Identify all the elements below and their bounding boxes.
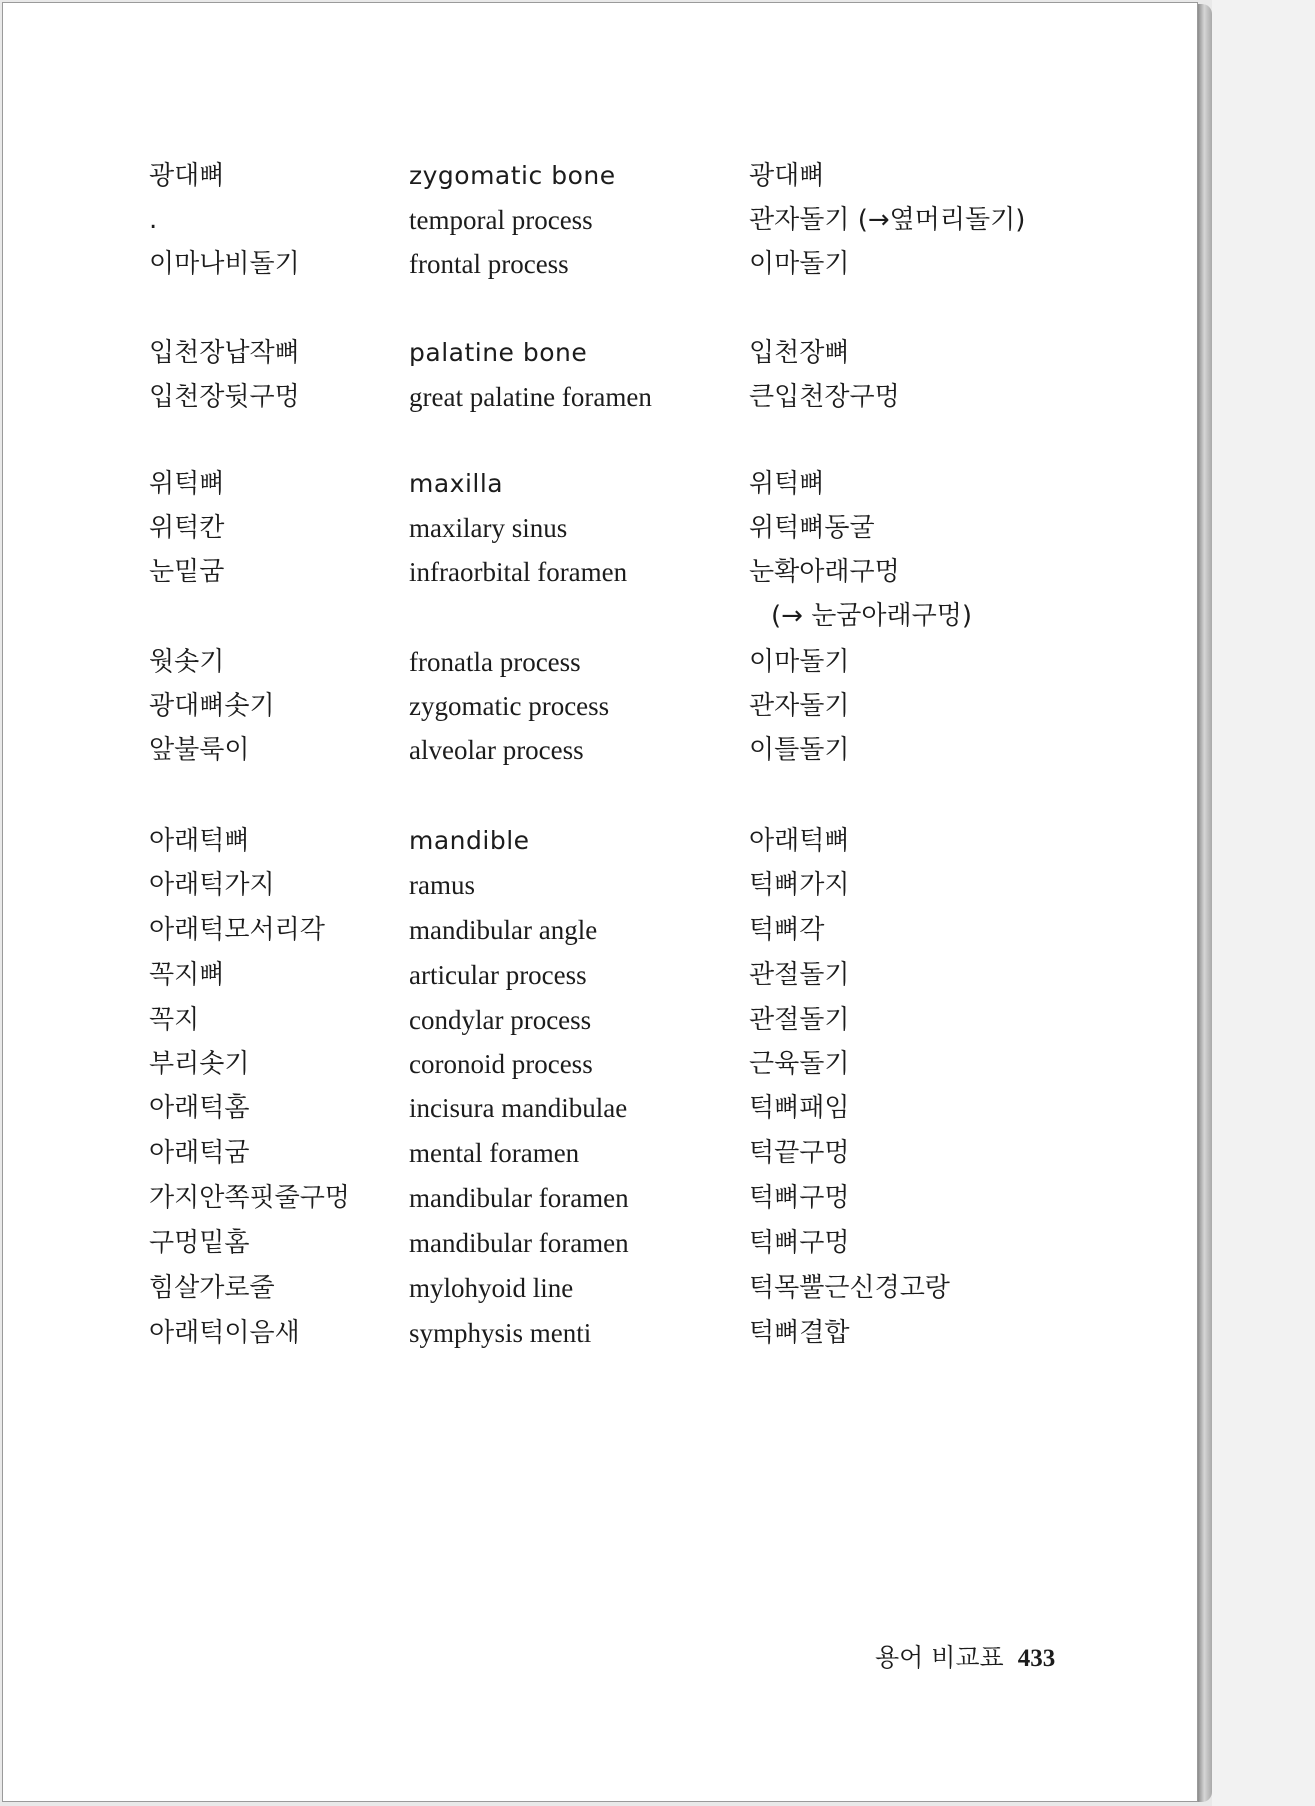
latin-term: maxilary sinus — [409, 513, 568, 543]
korean-new-term: 눈확아래구멍 — [749, 557, 900, 587]
korean-new-term: 관자돌기 — [749, 691, 850, 721]
page-backdrop — [1212, 0, 1315, 1806]
table-row — [3, 331, 1199, 375]
latin-term: coronoid process — [409, 1049, 593, 1079]
latin-term: mandibular foramen — [409, 1183, 629, 1213]
table-row — [3, 1086, 1199, 1130]
latin-term: fronatla process — [409, 647, 581, 677]
korean-new-term: (→ 눈굼아래구멍) — [771, 601, 973, 631]
korean-new-term: 턱뼈각 — [749, 915, 825, 945]
page-footer — [875, 1638, 1055, 1674]
table-row — [3, 1176, 1199, 1220]
table-row — [3, 242, 1199, 286]
korean-old-term: 눈밑굼 — [149, 557, 225, 587]
korean-new-term: 턱끝구멍 — [749, 1138, 850, 1168]
korean-old-term: 아래턱가지 — [149, 870, 275, 900]
table-row — [3, 819, 1199, 863]
latin-term: temporal process — [409, 205, 593, 235]
korean-new-term: 관자돌기 (→옆머리돌기) — [749, 205, 1026, 235]
table-row — [3, 1221, 1199, 1265]
table-row — [3, 908, 1199, 952]
korean-old-term: 아래턱굼 — [149, 1138, 250, 1168]
table-row — [3, 594, 1199, 638]
korean-old-term: 부리솟기 — [149, 1049, 250, 1079]
korean-new-term: 아래턱뼈 — [749, 826, 850, 856]
table-row — [3, 462, 1199, 506]
korean-old-term: 힘살가로줄 — [149, 1273, 275, 1303]
korean-new-term: 이틀돌기 — [749, 735, 850, 765]
korean-old-term: 광대뼈솟기 — [149, 691, 275, 721]
latin-term: alveolar process — [409, 735, 584, 765]
document-page — [2, 2, 1198, 1802]
korean-new-term: 턱뼈구멍 — [749, 1183, 850, 1213]
korean-old-term: 아래턱이음새 — [149, 1318, 300, 1348]
table-row — [3, 1042, 1199, 1086]
korean-old-term: 웟솟기 — [149, 647, 225, 677]
latin-term: ramus — [409, 870, 475, 900]
latin-term: zygomatic process — [409, 691, 610, 721]
korean-old-term: 위턱칸 — [149, 513, 225, 543]
latin-term: maxilla — [409, 469, 504, 498]
table-row — [3, 728, 1199, 772]
latin-term: great palatine foramen — [409, 382, 652, 412]
korean-old-term: . — [149, 205, 158, 235]
page-edge — [1198, 4, 1212, 1802]
latin-term: articular process — [409, 960, 587, 990]
korean-old-term: 아래턱뼈 — [149, 826, 250, 856]
korean-old-term: 꼭지 — [149, 1005, 200, 1035]
korean-old-term: 가지안쪽핏줄구멍 — [149, 1183, 350, 1213]
latin-term: mental foramen — [409, 1138, 580, 1168]
table-row — [3, 640, 1199, 684]
korean-new-term: 턱목뿔근신경고랑 — [749, 1273, 950, 1303]
korean-new-term: 근육돌기 — [749, 1049, 850, 1079]
latin-term: zygomatic bone — [409, 161, 616, 190]
latin-term: mandibular angle — [409, 915, 598, 945]
table-row — [3, 506, 1199, 550]
korean-new-term: 턱뼈구멍 — [749, 1228, 850, 1258]
korean-new-term: 턱뼈패임 — [749, 1093, 850, 1123]
latin-term: symphysis menti — [409, 1318, 592, 1348]
latin-term: mylohyoid line — [409, 1273, 574, 1303]
korean-new-term: 턱뼈가지 — [749, 870, 850, 900]
table-row — [3, 1311, 1199, 1355]
table-row — [3, 684, 1199, 728]
korean-new-term: 위턱뼈 — [749, 469, 825, 499]
table-row — [3, 198, 1199, 242]
table-row — [3, 1266, 1199, 1310]
page-number: 433 — [1017, 1645, 1056, 1672]
korean-new-term: 이마돌기 — [749, 249, 850, 279]
latin-term: mandible — [409, 826, 530, 855]
table-row — [3, 863, 1199, 907]
table-row — [3, 375, 1199, 419]
korean-old-term: 입천장납작뼈 — [149, 338, 300, 368]
korean-old-term: 아래턱홈 — [149, 1093, 250, 1123]
korean-old-term: 이마나비돌기 — [149, 249, 300, 279]
table-row — [3, 1131, 1199, 1175]
korean-new-term: 이마돌기 — [749, 647, 850, 677]
korean-new-term: 입천장뼈 — [749, 338, 850, 368]
korean-new-term: 관절돌기 — [749, 960, 850, 990]
korean-new-term: 큰입천장구멍 — [749, 382, 900, 412]
latin-term: mandibular foramen — [409, 1228, 629, 1258]
table-row — [3, 154, 1199, 198]
korean-old-term: 광대뼈 — [149, 161, 225, 191]
korean-new-term: 관절돌기 — [749, 1005, 850, 1035]
table-row — [3, 998, 1199, 1042]
korean-old-term: 앞불룩이 — [149, 735, 250, 765]
latin-term: frontal process — [409, 249, 569, 279]
korean-new-term: 광대뼈 — [749, 161, 825, 191]
korean-new-term: 턱뼈결합 — [749, 1318, 850, 1348]
footer-title: 용어 비교표 — [875, 1643, 1004, 1672]
latin-term: palatine bone — [409, 338, 588, 367]
latin-term: condylar process — [409, 1005, 592, 1035]
korean-new-term: 위턱뼈동굴 — [749, 513, 875, 543]
latin-term: incisura mandibulae — [409, 1093, 628, 1123]
table-row — [3, 953, 1199, 997]
korean-old-term: 입천장뒷구멍 — [149, 382, 300, 412]
korean-old-term: 아래턱모서리각 — [149, 915, 325, 945]
latin-term: infraorbital foramen — [409, 557, 628, 587]
korean-old-term: 구멍밑홈 — [149, 1228, 250, 1258]
korean-old-term: 꼭지뼈 — [149, 960, 225, 990]
korean-old-term: 위턱뼈 — [149, 469, 225, 499]
table-row — [3, 550, 1199, 594]
